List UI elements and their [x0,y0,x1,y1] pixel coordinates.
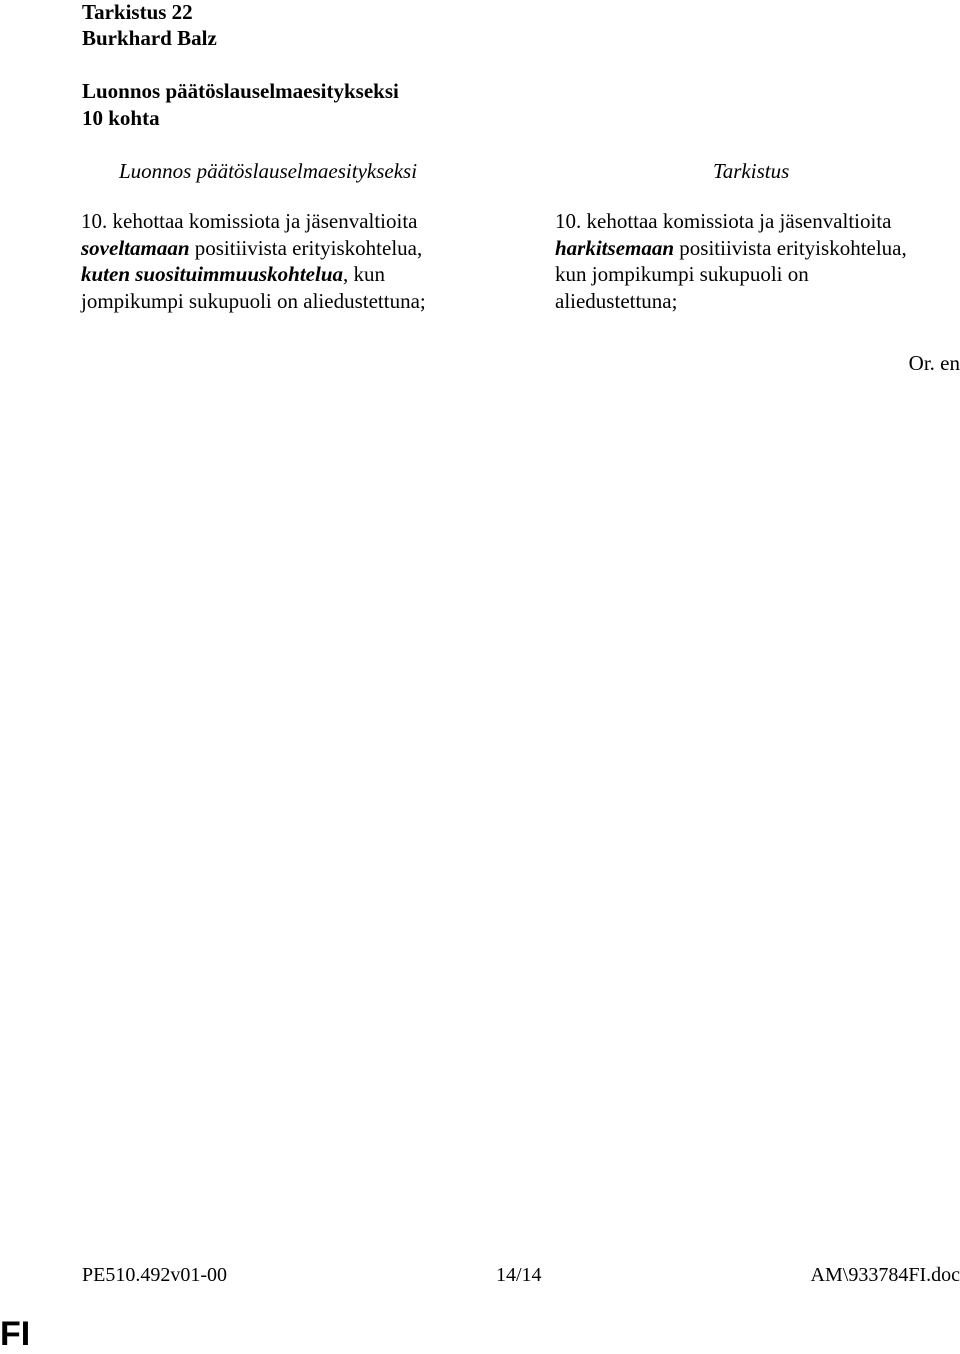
footer-page-number: 14/14 [496,1264,542,1286]
right-column-text [555,208,907,314]
footer-doc-ref: PE510.492v01-00 [82,1264,227,1286]
author-name: Burkhard Balz [82,26,217,50]
right-line-1: 10. kehottaa komissiota ja jäsenvaltioita [555,209,892,233]
left-line-2-rest: positiivista erityiskohtelua, [189,235,423,260]
footer-file-name: AM\933784FI.doc [810,1264,960,1286]
left-inserted-word: soveltamaan [81,235,190,260]
left-line-4: jompikumpi sukupuoli on aliedustettuna; [81,288,426,313]
left-inserted-phrase: kuten suosituimmuuskohtelua [81,262,344,286]
right-inserted-word: harkitsemaan [555,235,675,260]
right-line-4: aliedustettuna; [555,288,678,313]
reference-line-1: Luonnos päätöslauselmaesitykseksi [82,79,399,103]
amendment-title: Tarkistus 22 [82,0,193,24]
left-line-3-rest: , kun [343,262,386,286]
original-language: Or. en [908,351,960,375]
left-line-3 [81,261,426,288]
language-code: FI [0,1315,31,1353]
left-line-1: 10. kehottaa komissiota ja jäsenvaltioita [81,209,418,233]
left-line-2 [81,235,426,262]
right-line-3: kun jompikumpi sukupuoli on [555,262,809,286]
right-line-2-rest: positiivista erityiskohtelua, [674,235,907,260]
left-column-heading: Luonnos päätöslauselmaesitykseksi [119,159,418,183]
reference-line-2: 10 kohta [82,106,160,130]
right-column-heading: Tarkistus [713,159,790,183]
left-column-text [81,208,426,314]
right-line-2 [555,235,907,262]
